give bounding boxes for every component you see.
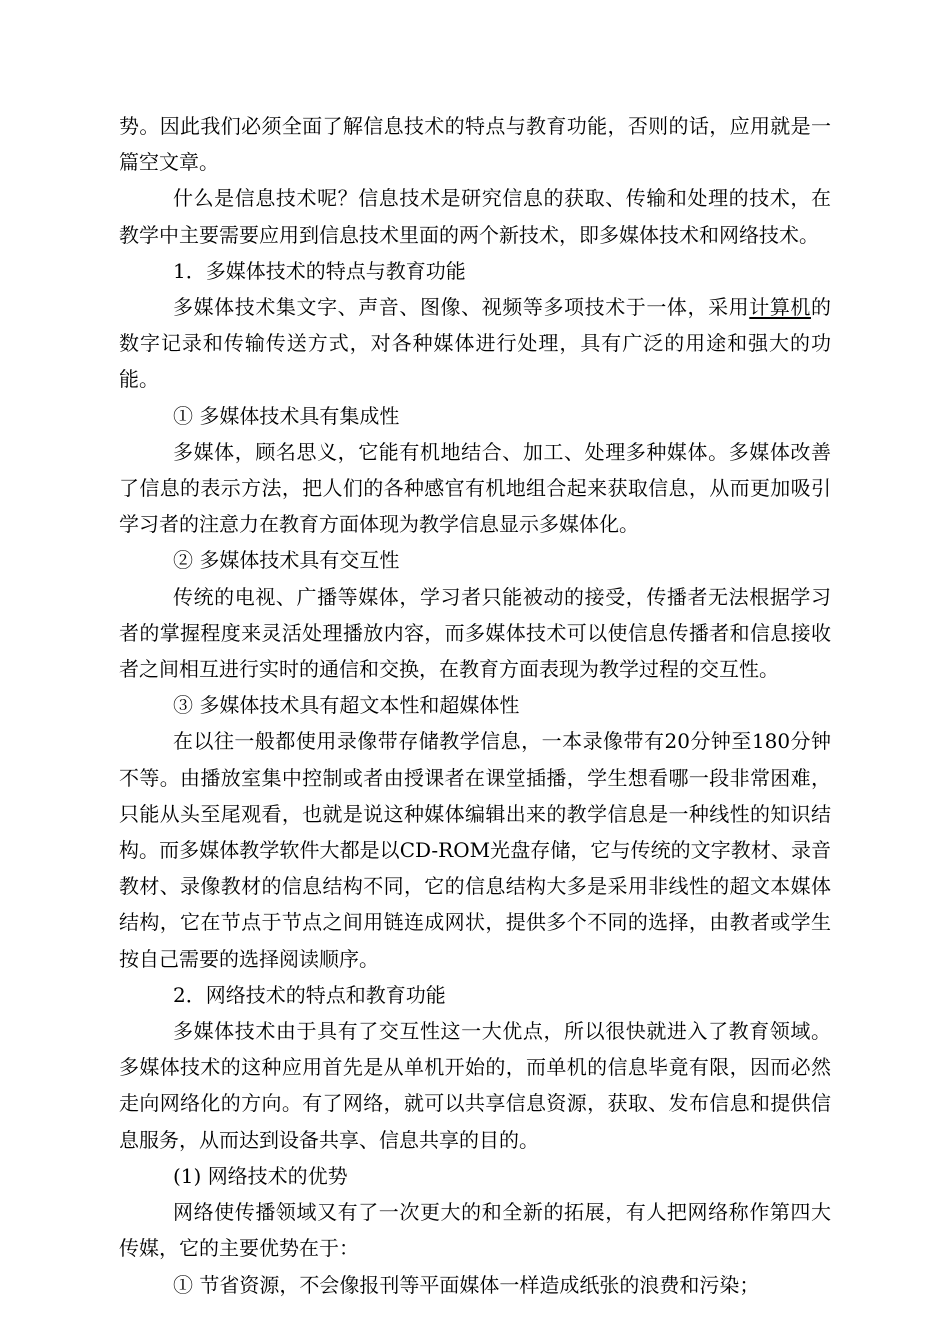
- paragraph-fourth-media: 网络使传播领域又有了一次更大的和全新的拓展，有人把网络称作第四大传媒，它的主要优势在于：: [119, 1200, 831, 1261]
- document-page: [119, 108, 831, 1303]
- section-heading-network: 2．网络技术的特点和教育功能: [173, 982, 446, 1007]
- subheading-hypertext: ③ 多媒体技术具有超文本性和超媒体性: [173, 693, 520, 718]
- list-item-save-resources: ① 节省资源，不会像报刊等平面媒体一样造成纸张的浪费和污染；: [173, 1272, 760, 1297]
- computer-link[interactable]: 计算机: [749, 295, 812, 320]
- subheading-network-advantages: (1) 网络技术的优势: [173, 1163, 348, 1188]
- paragraph-hypertext: 在以往一般都使用录像带存储教学信息，一本录像带有20分钟至180分钟不等。由播放室集中控制或者由授课者在课堂插播，学生想看哪一段非常困难，只能从头至尾观看，也就是说这种媒体编辑出来的教学信息是一种线性的知识结构。而多媒体教学软件大都是以CD-ROM光盘存储，它与传统的文字教材、录音教材、录像教材的信息结构不同，它的信息结构大多是采用非线性的超文本媒体结构，它在节点于节点之间用链连成网状，提供多个不同的选择，由教者或学生按自己需要的选择阅读顺序。: [119, 729, 831, 971]
- paragraph-continuation: 势。因此我们必须全面了解信息技术的特点与教育功能，否则的话，应用就是一篇空文章。: [119, 114, 831, 175]
- paragraph-integration: 多媒体，顾名思义，它能有机地结合、加工、处理多种媒体。多媒体改善了信息的表示方法，把人们的各种感官有机地组合起来获取信息，从而更加吸引学习者的注意力在教育方面体现为教学信息显示多媒体化。: [119, 439, 831, 537]
- paragraph-interactivity: 传统的电视、广播等媒体，学习者只能被动的接受，传播者无法根据学习者的掌握程度来灵活处理播放内容，而多媒体技术可以使信息传播者和信息接收者之间相互进行实时的通信和交换，在教育方面表现为教学过程的交互性。: [119, 584, 831, 682]
- subheading-integration: ① 多媒体技术具有集成性: [173, 403, 400, 428]
- paragraph-multimedia-intro: [119, 289, 831, 398]
- paragraph-multimedia-intro-after: 的数字记录和传输传送方式，对各种媒体进行处理，具有广泛的用途和强大的功能。: [119, 295, 832, 392]
- section-heading-multimedia: 1．多媒体技术的特点与教育功能: [173, 258, 466, 283]
- subheading-interactivity: ② 多媒体技术具有交互性: [173, 548, 400, 573]
- paragraph-what-is-it: 什么是信息技术呢？信息技术是研究信息的获取、传输和处理的技术，在教学中主要需要应用到信息技术里面的两个新技术，即多媒体技术和网络技术。: [119, 186, 831, 247]
- paragraph-network-intro: 多媒体技术由于具有了交互性这一大优点，所以很快就进入了教育领域。多媒体技术的这种应用首先是从单机开始的，而单机的信息毕竟有限，因而必然走向网络化的方向。有了网络，就可以共享信息资源，获取、发布信息和提供信息服务，从而达到设备共享、信息共享的目的。: [119, 1019, 831, 1152]
- paragraph-multimedia-intro-before: 多媒体技术集文字、声音、图像、视频等多项技术于一体，采用: [173, 295, 750, 320]
